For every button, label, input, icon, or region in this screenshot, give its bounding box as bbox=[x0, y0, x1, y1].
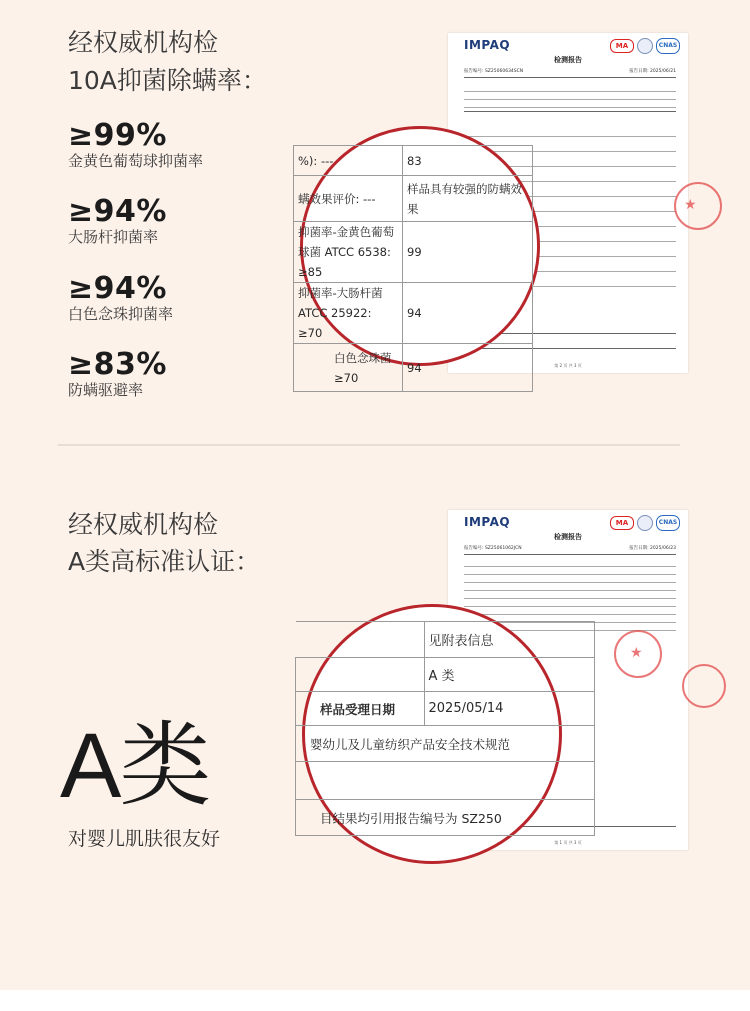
report-number: 报告编号: SZ25060634SCN bbox=[464, 69, 524, 74]
stat-candida bbox=[68, 273, 173, 323]
table-cell: 螨效果评价: --- bbox=[294, 176, 403, 222]
red-seal bbox=[614, 630, 662, 678]
cnas-logo: CNAS bbox=[656, 515, 680, 531]
table-row bbox=[464, 128, 676, 137]
section1-heading-line1: 经权威机构检 bbox=[68, 28, 219, 57]
table-cell: 94 bbox=[403, 283, 533, 344]
table-cell: 婴幼儿及儿童纺织产品安全技术规范 bbox=[296, 726, 595, 762]
table-row bbox=[464, 99, 676, 108]
table-row bbox=[296, 726, 595, 762]
cnas-logo: CNAS bbox=[656, 38, 680, 54]
stat-staph bbox=[68, 120, 203, 170]
table-cell: 样品具有较强的防螨效果 bbox=[403, 176, 533, 222]
zoomed-standard-table bbox=[295, 621, 595, 836]
table-row bbox=[296, 658, 595, 692]
certification-logos bbox=[610, 515, 680, 531]
table-row bbox=[294, 176, 533, 222]
magnifier-zoom bbox=[302, 604, 562, 864]
stat-label: 大肠杆抑菌率 bbox=[68, 228, 159, 246]
stat-label: 防螨驱避率 bbox=[68, 381, 144, 399]
ilac-logo bbox=[637, 515, 653, 531]
table-cell: 99 bbox=[403, 222, 533, 283]
table-row bbox=[296, 800, 595, 836]
section2-heading-line1: 经权威机构检 bbox=[68, 510, 219, 539]
report-title: 检测报告 bbox=[554, 56, 582, 64]
table-cell: 83 bbox=[403, 146, 533, 176]
table-row bbox=[296, 692, 595, 726]
table-cell: %): --- bbox=[294, 146, 403, 176]
class-a-section bbox=[0, 446, 750, 990]
report-date: 报告日期: 2025/06/21 bbox=[629, 69, 676, 74]
stat-ecoli bbox=[68, 196, 167, 246]
divider-line bbox=[464, 77, 676, 78]
table-cell: 样品受理日期 bbox=[296, 692, 425, 726]
table-cell: 抑菌率-大肠杆菌 ATCC 25922: ≥70 bbox=[294, 283, 403, 344]
table-row bbox=[294, 283, 533, 344]
table-cell: A 类 bbox=[424, 658, 595, 692]
red-seal bbox=[674, 182, 722, 230]
table-row bbox=[294, 222, 533, 283]
report-title: 检测报告 bbox=[554, 533, 582, 541]
stat-label: 金黄色葡萄球抑菌率 bbox=[68, 152, 204, 170]
table-cell: 目结果均引用报告编号为 SZ250 bbox=[296, 800, 595, 836]
stat-value: ≥94% bbox=[68, 194, 167, 229]
table-cell: 白色念珠菌 ≥70 bbox=[294, 344, 403, 392]
seal-star-icon: ★ bbox=[684, 197, 697, 213]
table-cell bbox=[296, 658, 425, 692]
report-number: 报告编号: SZ25061062JCN bbox=[464, 546, 522, 551]
stat-label: 白色念珠抑菌率 bbox=[68, 305, 174, 323]
impaq-logo: IMPAQ bbox=[464, 38, 511, 52]
page-number: 第 1 页 共 3 页 bbox=[554, 840, 582, 845]
table-cell bbox=[296, 622, 425, 658]
section1-heading-line2: 10A抑菌除螨率： bbox=[68, 66, 267, 95]
table-cell bbox=[296, 762, 595, 800]
table-row bbox=[294, 146, 533, 176]
table-cell: 抑菌率-金黄色葡萄球菌 ATCC 6538: ≥85 bbox=[294, 222, 403, 283]
magnifier-zoom bbox=[298, 126, 540, 385]
antibacterial-section bbox=[0, 0, 750, 445]
table-row bbox=[294, 344, 533, 392]
zoomed-results-table bbox=[293, 145, 533, 392]
class-a-subtitle: 对婴儿肌肤很友好 bbox=[68, 828, 221, 850]
table-row bbox=[296, 762, 595, 800]
table-cell: 2025/05/14 bbox=[424, 692, 595, 726]
class-a-badge: A类 bbox=[60, 715, 210, 817]
red-seal bbox=[682, 664, 726, 708]
page-number: 第 2 页 共 3 页 bbox=[554, 363, 582, 368]
stat-value: ≥99% bbox=[68, 118, 167, 153]
ma-logo: MA bbox=[610, 516, 634, 530]
stat-mite bbox=[68, 349, 167, 399]
stat-value: ≥83% bbox=[68, 347, 167, 382]
impaq-logo: IMPAQ bbox=[464, 515, 511, 529]
ilac-logo bbox=[637, 38, 653, 54]
table-row bbox=[296, 622, 595, 658]
seal-star-icon: ★ bbox=[630, 645, 643, 661]
divider-line bbox=[464, 554, 676, 555]
section2-heading-line2: A类高标准认证： bbox=[68, 547, 261, 576]
table-cell: 94 bbox=[403, 344, 533, 392]
certification-logos bbox=[610, 38, 680, 54]
divider-line bbox=[464, 111, 676, 112]
stat-value: ≥94% bbox=[68, 271, 167, 306]
ma-logo: MA bbox=[610, 39, 634, 53]
table-cell: 见附表信息 bbox=[424, 622, 595, 658]
report-date: 报告日期: 2025/06/23 bbox=[629, 546, 676, 551]
